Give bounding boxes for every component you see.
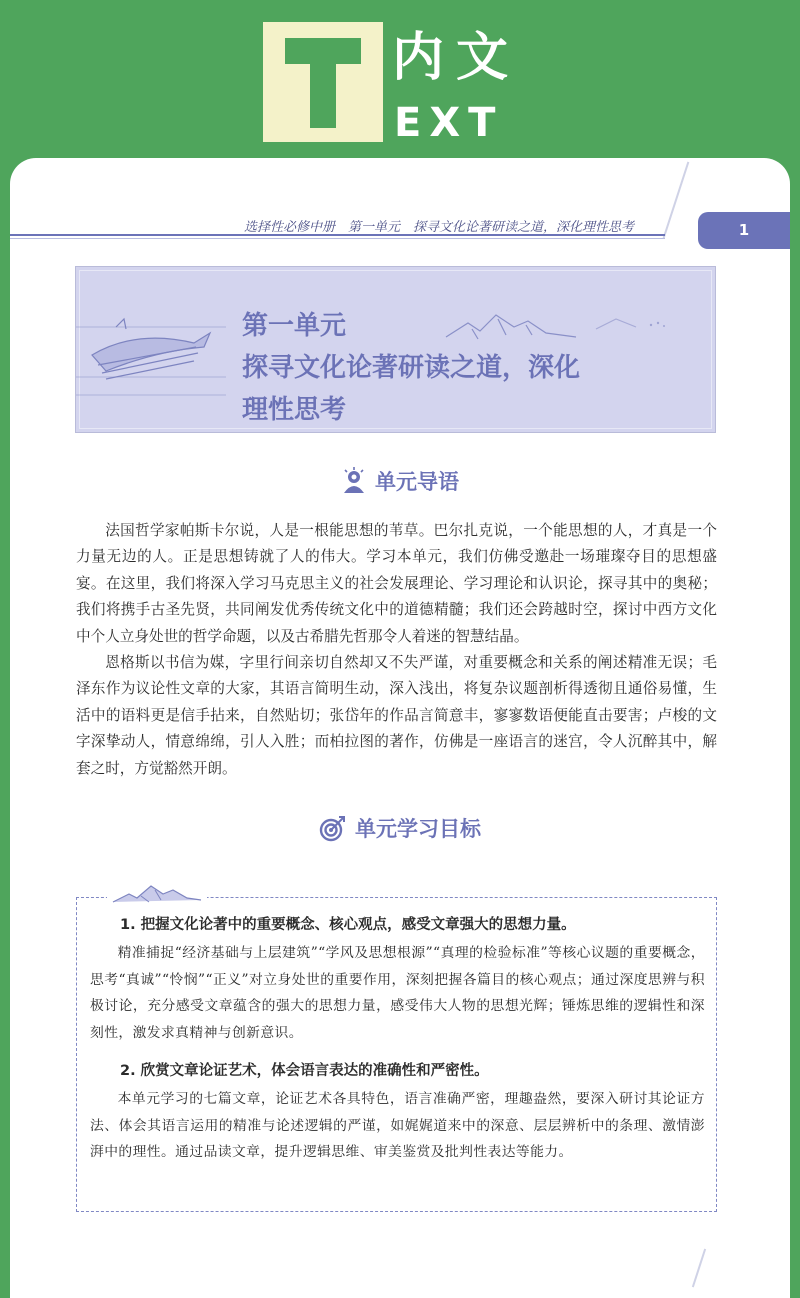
target-icon [319, 814, 347, 842]
mountain-icon [107, 880, 207, 906]
goal-title: 2. 欣赏文章论证艺术，体会语言表达的准确性和严密性。 [120, 1063, 489, 1079]
logo-t-block [263, 22, 383, 142]
unit-banner [75, 266, 716, 433]
intro-heading-text: 单元导语 [375, 470, 459, 494]
goals-heading-text: 单元学习目标 [355, 817, 481, 841]
page-number-badge: 1 [698, 212, 790, 249]
goals-heading [0, 813, 800, 843]
goals-box [76, 897, 717, 1212]
intro-body [76, 518, 717, 782]
goal-body: 本单元学习的七篇文章，论证艺术各具特色，语言准确严密，理趣盎然，要深入研讨其论证方法、体会其语言运用的精准与论述逻辑的严谨，如娓娓道来中的深意、层层辨析中的条理、激情澎湃中的理性。通过品读文章，提升逻辑思维、审美鉴赏及批判性表达等能力。 [90, 1091, 705, 1161]
intro-paragraph: 法国哲学家帕斯卡尔说，人是一根能思想的苇草。巴尔扎克说，一个能思想的人，才真是一个力量无边的人。正是思想铸就了人的伟大。学习本单元，我们仿佛受邀赴一场璀璨夺目的思想盛宴。在这里，我们将深入学习马克思主义的社会发展理论、学习理论和认识论，探寻其中的奥秘；我们将携手古圣先贤，共同阐发优秀传统文化中的道德精髓；我们还会跨越时空，探讨中西方文化中个人立身处世的哲学命题，以及古希腊先哲那令人着迷的智慧结晶。 [76, 522, 717, 645]
intro-paragraph: 恩格斯以书信为媒，字里行间亲切自然却又不失严谨，对重要概念和关系的阐述精准无误；毛泽东作为议论性文章的大家，其语言简明生动，深入浅出，将复杂议题剖析得透彻且通俗易懂，生活中的语料更是信手拈来，自然贴切；张岱年的作品言简意丰，寥寥数语便能直击要害；卢梭的文字深挚动人，情意绵绵，引人入胜；而柏拉图的著作，仿佛是一座语言的迷宫，令人沉醉其中，解套之时，方觉豁然开朗。 [76, 654, 717, 777]
unit-title [242, 305, 580, 431]
logo-t-letter-stem [310, 38, 336, 128]
goal-title: 1. 把握文化论著中的重要概念、核心观点，感受文章强大的思想力量。 [120, 917, 576, 933]
breadcrumb: 选择性必修中册 第一单元 探寻文化论著研读之道，深化理性思考 [244, 220, 635, 235]
lightbulb-person-icon [341, 467, 367, 495]
pagoda-roof-icon [92, 319, 210, 379]
goal-item [90, 1056, 705, 1166]
header-title-en: EXT [394, 100, 504, 146]
unit-title-line2: 探寻文化论著研读之道，深化 [242, 353, 581, 383]
unit-title-line1: 第一单元 [242, 311, 347, 341]
header-title-cn: 内文 [392, 28, 521, 88]
intro-heading [0, 466, 800, 496]
unit-title-line3: 理性思考 [242, 395, 347, 425]
goal-body: 精准捕捉“经济基础与上层建筑”“学风及思想根源”“真理的检验标准”等核心议题的重要概念，思考“真诚”“怜悯”“正义”对立身处世的重要作用，深刻把握各篇目的核心观点；通过深度思辨与积极讨论，充分感受文章蕴含的强大的思想力量，感受伟大人物的思想光辉；锤炼思维的逻辑性和深刻性，激发求真精神与创新意识。 [90, 945, 705, 1041]
breadcrumb-rule-thin [10, 238, 665, 239]
goal-item [90, 910, 705, 1046]
